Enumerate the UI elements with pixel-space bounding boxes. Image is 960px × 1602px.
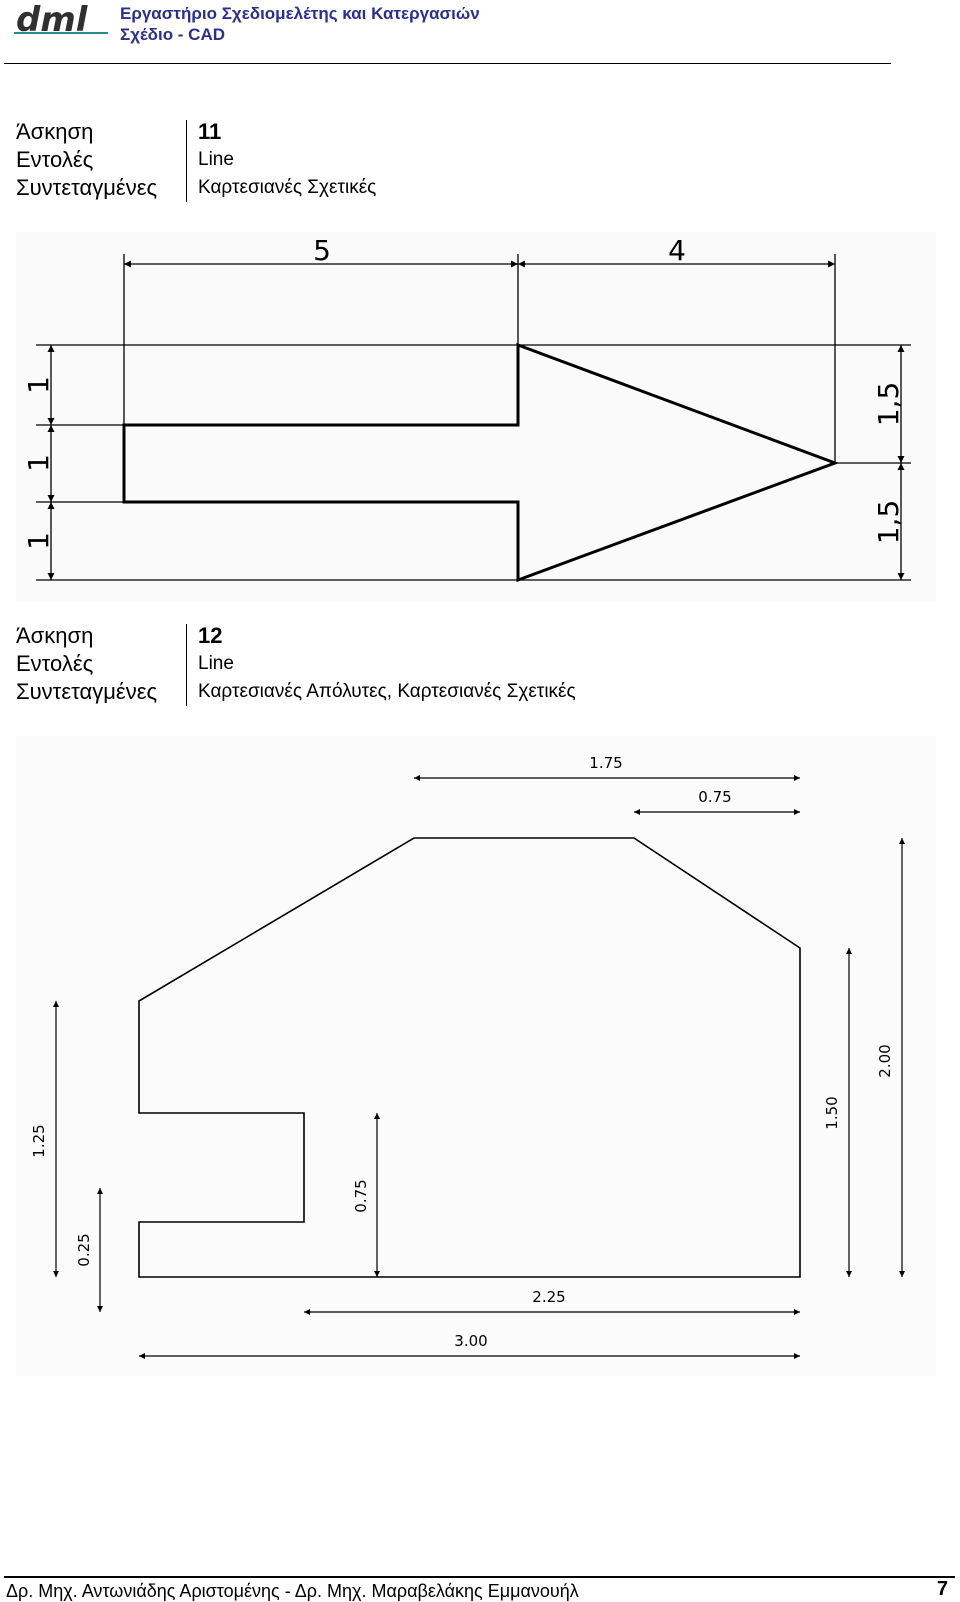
commands-value: Line	[198, 149, 234, 170]
document-header	[120, 3, 480, 45]
dim-0-75-top: 0.75	[698, 788, 732, 806]
dim-3-00: 3.00	[454, 1332, 488, 1350]
dim-4: 4	[668, 234, 686, 267]
commands-label: Εντολές	[16, 147, 94, 172]
dim-5: 5	[313, 234, 331, 267]
info-divider	[186, 120, 187, 202]
header-rule	[4, 63, 891, 64]
coordinates-value: Καρτεσιανές Σχετικές	[198, 177, 377, 198]
dim-2-25: 2.25	[532, 1288, 566, 1306]
coordinates-label: Συντεταγμένες	[16, 679, 158, 704]
dim-0-75-notch: 0.75	[352, 1179, 370, 1213]
exercise-label: Άσκηση	[16, 623, 94, 648]
logo-text: dml	[16, 2, 88, 38]
footer-authors: Δρ. Μηχ. Αντωνιάδης Αριστομένης - Δρ. Μηχ. Μαραβελάκης Εμμανουήλ	[6, 1581, 579, 1601]
info-divider	[186, 624, 187, 706]
footer-rule	[4, 1576, 955, 1578]
commands-value: Line	[198, 653, 234, 674]
coordinates-label: Συντεταγμένες	[16, 175, 158, 200]
page-number: 7	[936, 1578, 948, 1600]
commands-label: Εντολές	[16, 651, 94, 676]
dim-1-50: 1.50	[823, 1096, 841, 1130]
dim-1-5-top: 1,5	[872, 381, 905, 427]
exercise-number: 11	[198, 119, 222, 144]
lab-logo	[14, 2, 108, 38]
lab-title: Εργαστήριο Σχεδιομελέτης και Κατεργασιών	[120, 4, 480, 23]
dim-2-00: 2.00	[876, 1044, 894, 1078]
dim-1-5-bottom: 1,5	[872, 499, 905, 545]
dim-1-25: 1.25	[30, 1124, 48, 1158]
dim-1-bottom: 1	[22, 532, 55, 550]
exercise-11-drawing	[16, 232, 936, 602]
coordinates-value: Καρτεσιανές Απόλυτες, Καρτεσιανές Σχετικές	[198, 681, 576, 702]
exercise-number: 12	[198, 623, 223, 648]
dim-1-75: 1.75	[589, 754, 623, 772]
dim-1-middle: 1	[22, 454, 55, 472]
dim-0-25: 0.25	[75, 1233, 93, 1267]
exercise-12-drawing	[16, 736, 936, 1376]
exercise-label: Άσκηση	[16, 119, 94, 144]
dim-1-top: 1	[22, 376, 55, 394]
course-subtitle: Σχέδιο - CAD	[120, 25, 226, 44]
